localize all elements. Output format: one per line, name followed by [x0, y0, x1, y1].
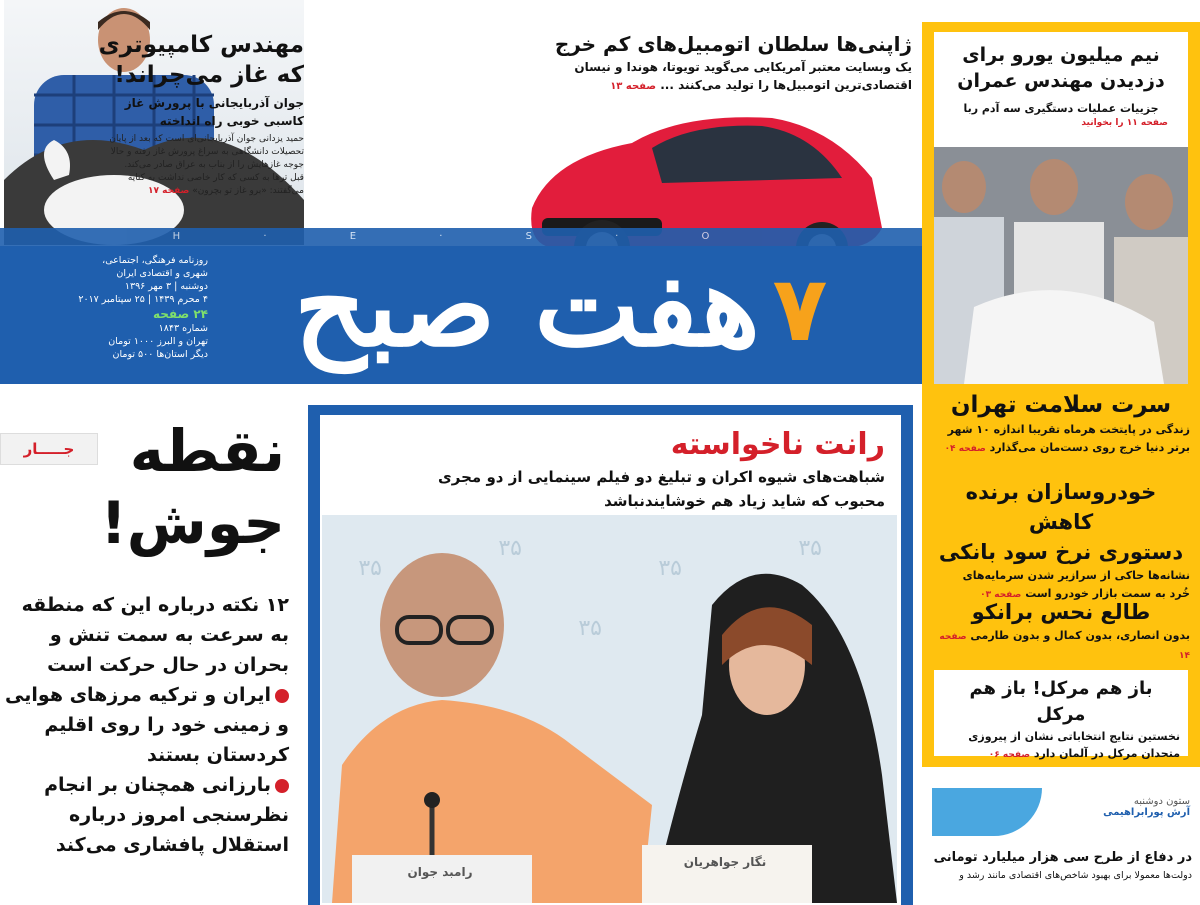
left-body-4: ایران و ترکیه مرزهای هوایی [5, 684, 271, 706]
sidebar-s4-body: بدون انصاری، بدون کمال و بدون طارمی [970, 629, 1190, 642]
column-author-photo [932, 788, 1042, 836]
top-left-body-3: جوجه غازهایش را از بناب به عراق صادر می‌کند. [124, 160, 304, 170]
sidebar-story-branko[interactable] [932, 597, 1190, 665]
top-left-sub-2: کاسبی خوبی راه انداخته [159, 114, 304, 128]
sidebar-s2-ref[interactable]: صفحه ۰۴ [944, 444, 986, 454]
sidebar-story-carmakers[interactable] [932, 477, 1190, 604]
column-author: آرش پورابراهیمی [1103, 807, 1190, 818]
sidebar-s2-body-2: برتر دنیا خرج روی دست‌مان می‌گذارد [989, 441, 1190, 454]
column-kicker: ستون دوشنبه [1133, 796, 1190, 807]
sidebar-story-tehran[interactable] [932, 389, 1190, 458]
top-left-headline-2: که غاز می‌چراند! [114, 62, 304, 88]
top-left-ref[interactable]: صفحه ۱۷ [148, 186, 190, 196]
top-mid-body-1: یک وبسایت معتبر آمریکایی می‌گوید تویوتا، هوندا و نیسان [574, 60, 912, 74]
right-sidebar [922, 22, 1200, 767]
top-left-body-5: می‌گفتند: «برو غاز تو بچرون» [192, 186, 304, 196]
sidebar-s1-ref[interactable]: صفحه ۱۱ را بخوانید [1081, 118, 1168, 128]
jar-badge [0, 433, 98, 465]
left-body-9: استقلال پافشاری می‌کند [55, 834, 289, 856]
sidebar-s5-body-2: متحدان مرکل در آلمان دارد [1033, 747, 1180, 760]
sidebar-s4-head: طالع نحس برانکو [971, 600, 1151, 624]
masthead-info-1: روزنامه فرهنگی، اجتماعی، [102, 255, 208, 266]
sidebar-s5-ref[interactable]: صفحه ۰۶ [988, 750, 1031, 760]
suspects-photo [934, 147, 1188, 384]
sidebar-s3-ref[interactable]: صفحه ۰۳ [980, 590, 1022, 600]
svg-text:۳۵: ۳۵ [578, 616, 602, 641]
top-left-sub-1: جوان آذربایجانی با پرورش غاز [124, 96, 304, 110]
top-mid-headline: ژاپنی‌ها سلطان اتومبیل‌های کم خرج [554, 32, 912, 56]
jar-badge-text: جـــــار [23, 440, 75, 458]
column-monday[interactable] [922, 780, 1200, 905]
masthead-info [8, 254, 208, 361]
center-headline: رانت ناخواسته [670, 427, 885, 462]
masthead-price-1: تهران و البرز ۱۰۰۰ تومان [108, 336, 208, 347]
masthead-issue: شماره ۱۸۴۳ [158, 323, 208, 334]
sidebar-s1-sub: جزییات عملیات دستگیری سه آدم ربا [963, 102, 1159, 115]
left-body-3: بحران در حال حرکت است [47, 654, 289, 676]
bullet-icon [275, 779, 289, 793]
sidebar-s5-body-1: نخستین نتایج انتخاباتی نشان از پیروزی [968, 730, 1180, 743]
sidebar-s4-ref[interactable]: صفحه ۱۴ [939, 632, 1190, 661]
sidebar-s3-head-2: دستوری نرخ سود بانکی [938, 540, 1184, 564]
bullet-icon [275, 689, 289, 703]
sidebar-story-kidnap[interactable] [934, 32, 1188, 384]
center-sub-2: محبوب که شاید زیاد هم خوشایندنباشد [604, 492, 885, 510]
top-left-body-2: تحصیلات دانشگاهی به سراغ پرورش غاز رفته و حالا [110, 147, 304, 157]
sidebar-s3-body-1: نشانه‌ها حاکی از سرازیر شدن سرمایه‌های [962, 569, 1190, 582]
left-body-5: و زمینی خود را روی اقلیم [44, 714, 289, 736]
left-body-7: بارزانی همچنان بر انجام [44, 774, 271, 796]
top-middle-story[interactable] [312, 0, 922, 248]
name-plate-left: رامبد جوان [407, 865, 473, 879]
sidebar-s3-head-1: خودروسازان برنده کاهش [965, 480, 1157, 534]
logo-text: هفت صبح [294, 241, 760, 372]
masthead-strip-text: H · E · S · O [172, 231, 750, 242]
top-left-body-4: قبل ترها به کسی که کار خاصی نداشت به کنایه [127, 173, 304, 183]
svg-text:۳۵: ۳۵ [798, 536, 822, 561]
name-plate-right: نگار جواهریان [683, 855, 767, 869]
left-body-6: کردستان بستند [147, 744, 289, 766]
masthead-date: دوشنبه | ۳ مهر ۱۳۹۶ [124, 281, 208, 292]
center-story[interactable] [308, 405, 913, 905]
svg-text:۳۵: ۳۵ [358, 556, 382, 581]
top-left-headline-1: مهندس کامپیوتری [98, 32, 304, 58]
sidebar-s2-body-1: زندگی در پایتخت هرماه تقریبا اندازه ۱۰ شهر [947, 423, 1190, 436]
left-body-8: نظرسنجی امروز درباره [68, 804, 289, 826]
sidebar-story-merkel[interactable] [934, 670, 1188, 760]
left-headline-2: جوش! [100, 489, 285, 557]
masthead-date-alt: ۴ محرم ۱۴۳۹ | ۲۵ سپتامبر ۲۰۱۷ [78, 294, 208, 305]
left-headline-1: نقطه [129, 417, 285, 485]
column-body: دولت‌ها معمولا برای بهبود شاخص‌های اقتصادی مانند رشد و [959, 870, 1192, 881]
masthead-price-2: دیگر استان‌ها ۵۰۰ تومان [112, 349, 208, 360]
top-mid-body-2: اقتصادی‌ترین اتومبیل‌ها را تولید می‌کنند ... [660, 78, 912, 92]
left-column-story[interactable] [0, 395, 305, 905]
sidebar-s2-head: سرت سلامت تهران [950, 392, 1172, 418]
masthead-info-2: شهری و اقتصادی ایران [116, 268, 208, 279]
newspaper-logo[interactable] [210, 241, 850, 380]
svg-text:۳۵: ۳۵ [658, 556, 682, 581]
center-sub-1: شباهت‌های شیوه اکران و تبلیغ دو فیلم سینمایی از دو مجری [438, 468, 885, 486]
top-mid-ref[interactable]: صفحه ۱۳ [610, 81, 657, 92]
top-left-story[interactable] [0, 0, 312, 248]
left-body-2: به سرعت به سمت تنش و [49, 624, 289, 646]
center-photo [322, 515, 897, 903]
column-headline: در دفاع از طرح سی هزار میلیارد تومانی [933, 850, 1192, 865]
sidebar-s1-head-1: نیم میلیون یورو برای [962, 44, 1160, 66]
top-left-body-1: حمید یزدانی جوان آذربایجانی‌ای است که بعد از پایان [109, 134, 304, 144]
sidebar-s5-head: باز هم مرکل! باز هم مرکل [969, 678, 1153, 725]
sidebar-s3-body-2: خُرد به سمت بازار خودرو است [1025, 587, 1190, 600]
logo-seven: ۷ [772, 257, 828, 362]
sidebar-s1-head-2: دزدیدن مهندس عمران [957, 70, 1165, 92]
center-story-inner [320, 415, 901, 905]
svg-text:۳۵: ۳۵ [498, 536, 522, 561]
masthead-pages: ۲۴ صفحه [153, 307, 208, 321]
left-body-1: ۱۲ نکته درباره این که منطقه [21, 594, 289, 616]
